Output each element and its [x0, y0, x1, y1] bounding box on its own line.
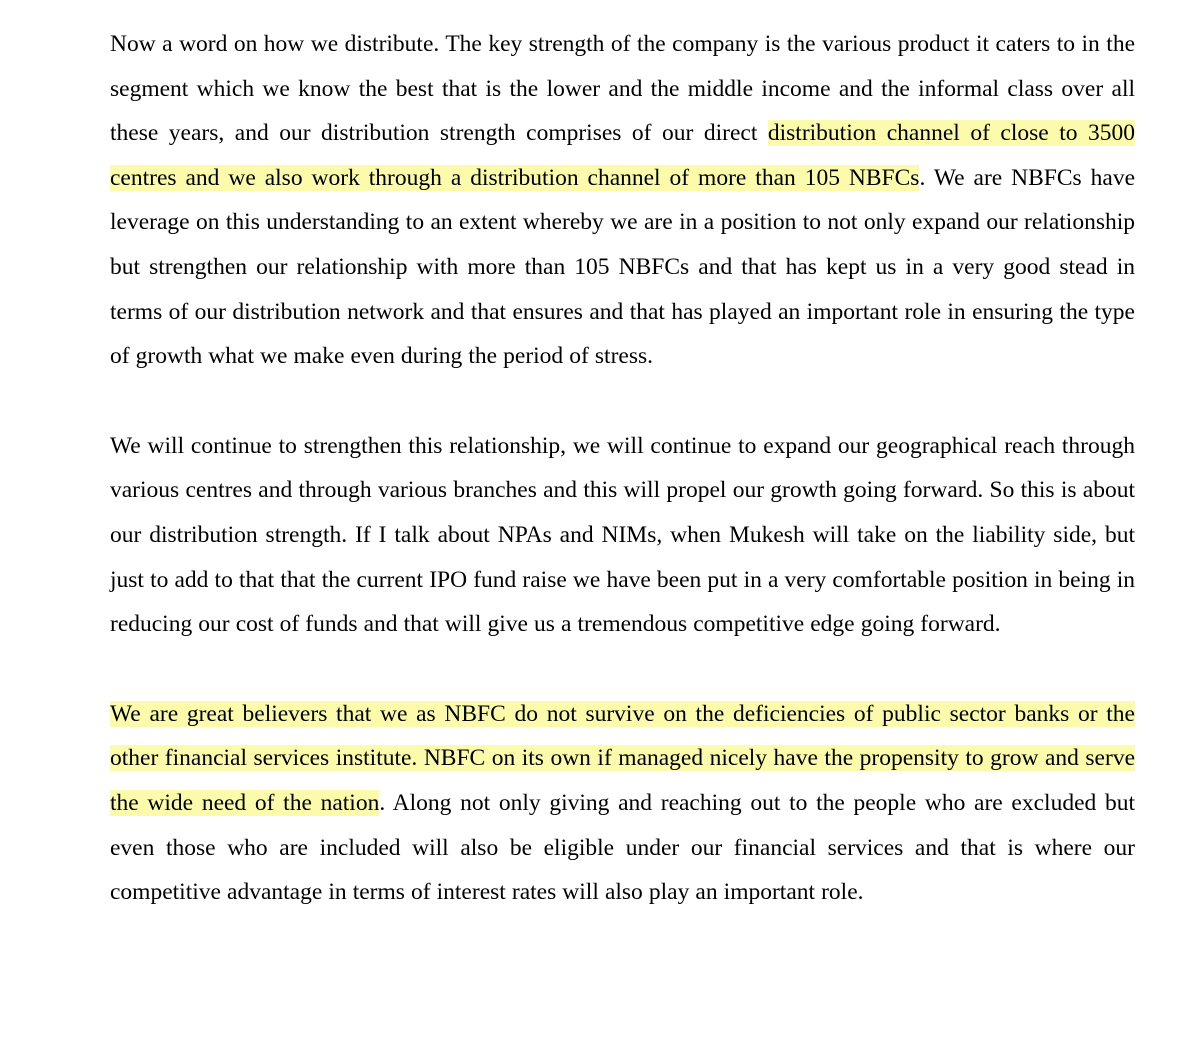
- paragraph: [110, 692, 1135, 915]
- body-text: We will continue to strengthen this relationship, we will continue to expand our geographical reach through various centres and through various branches and this will propel our growth going forward. So this is about our distribution strength. If I talk about NPAs and NIMs, when Mukesh will take on the liability side, but just to add to that that the current IPO fund raise we have been put in a very comfortable position in being in reducing our cost of funds and that will give us a tremendous competitive edge going forward.: [110, 432, 1135, 638]
- body-text: . Along not only giving and reaching out to the people who are excluded but even those who are included will also be eligible under our financial services and that is where our competitive advantage in terms of interest rates will also play an important role.: [110, 789, 1135, 906]
- paragraph: [110, 22, 1135, 379]
- highlighted-text: distribution channel of close to 3500 centres and we also work through a distribution channel of more than 105 NBFCs: [110, 120, 1135, 191]
- document-body: [110, 22, 1135, 915]
- highlighted-text: We are great believers that we as NBFC do not survive on the deficiencies of public sector banks or the other financial services institute. NBFC on its own if managed nicely have the propensity to grow and serve the wide need of the nation: [110, 700, 1135, 816]
- body-text: . We are NBFCs have leverage on this understanding to an extent whereby we are in a position to not only expand our relationship but strengthen our relationship with more than 105 NBFCs and that has kept us in a very good stead in terms of our distribution network and that ensures and that has played an important role in ensuring the type of growth what we make even during the period of stress.: [110, 164, 1136, 370]
- paragraph: [110, 424, 1135, 647]
- body-text: Now a word on how we distribute. The key strength of the company is the various product it caters to in the segment which we know the best that is the lower and the middle income and the informal class over all these years, and our distribution strength comprises of our direct: [110, 31, 1135, 147]
